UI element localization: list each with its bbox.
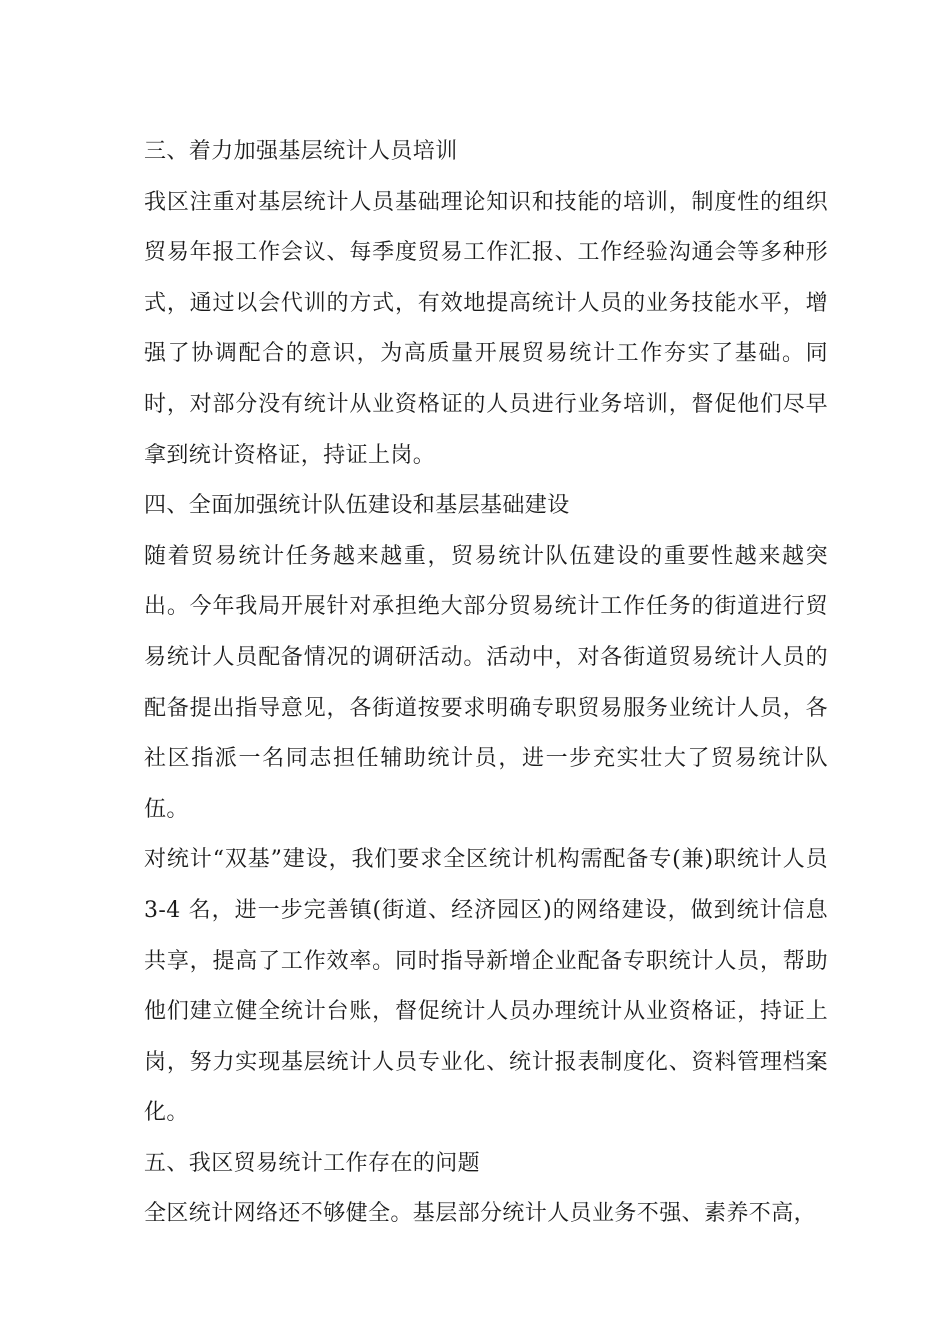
section-4-paragraph-2: 对统计“双基”建设，我们要求全区统计机构需配备专(兼)职统计人员 3-4 名，进一步完善镇(街道、经济园区)的网络建设，做到统计信息共享，提高了工作效率。同时指导新增企业配备专职统计人员，帮助他们建立健全统计台账，督促统计人员办理统计从业资格证，持证上岗，努力实现基层统计人员专业化、统计报表制度化、资料管理档案化。 (144, 847, 828, 1126)
section-4-paragraph-1: 随着贸易统计任务越来越重，贸易统计队伍建设的重要性越来越突出。今年我局开展针对承担绝大部分贸易统计工作任务的街道进行贸易统计人员配备情况的调研活动。活动中，对各街道贸易统计人员的配备提出指导意见，各街道按要求明确专职贸易服务业统计人员，各社区指派一名同志担任辅助统计员，进一步充实壮大了贸易统计队伍。 (144, 543, 828, 822)
document-body (144, 127, 828, 1240)
section-heading-4: 四、全面加强统计队伍建设和基层基础建设 (144, 493, 570, 519)
section-heading-5: 五、我区贸易统计工作存在的问题 (144, 1150, 481, 1176)
section-3-paragraph: 我区注重对基层统计人员基础理论知识和技能的培训，制度性的组织贸易年报工作会议、每季度贸易工作汇报、工作经验沟通会等多种形式，通过以会代训的方式，有效地提高统计人员的业务技能水平，增强了协调配合的意识，为高质量开展贸易统计工作夯实了基础。同时，对部分没有统计从业资格证的人员进行业务培训，督促他们尽早拿到统计资格证，持证上岗。 (144, 189, 828, 468)
section-heading-3: 三、着力加强基层统计人员培训 (144, 139, 458, 164)
section-5-paragraph: 全区统计网络还不够健全。基层部分统计人员业务不强、素养不高， (144, 1201, 817, 1227)
